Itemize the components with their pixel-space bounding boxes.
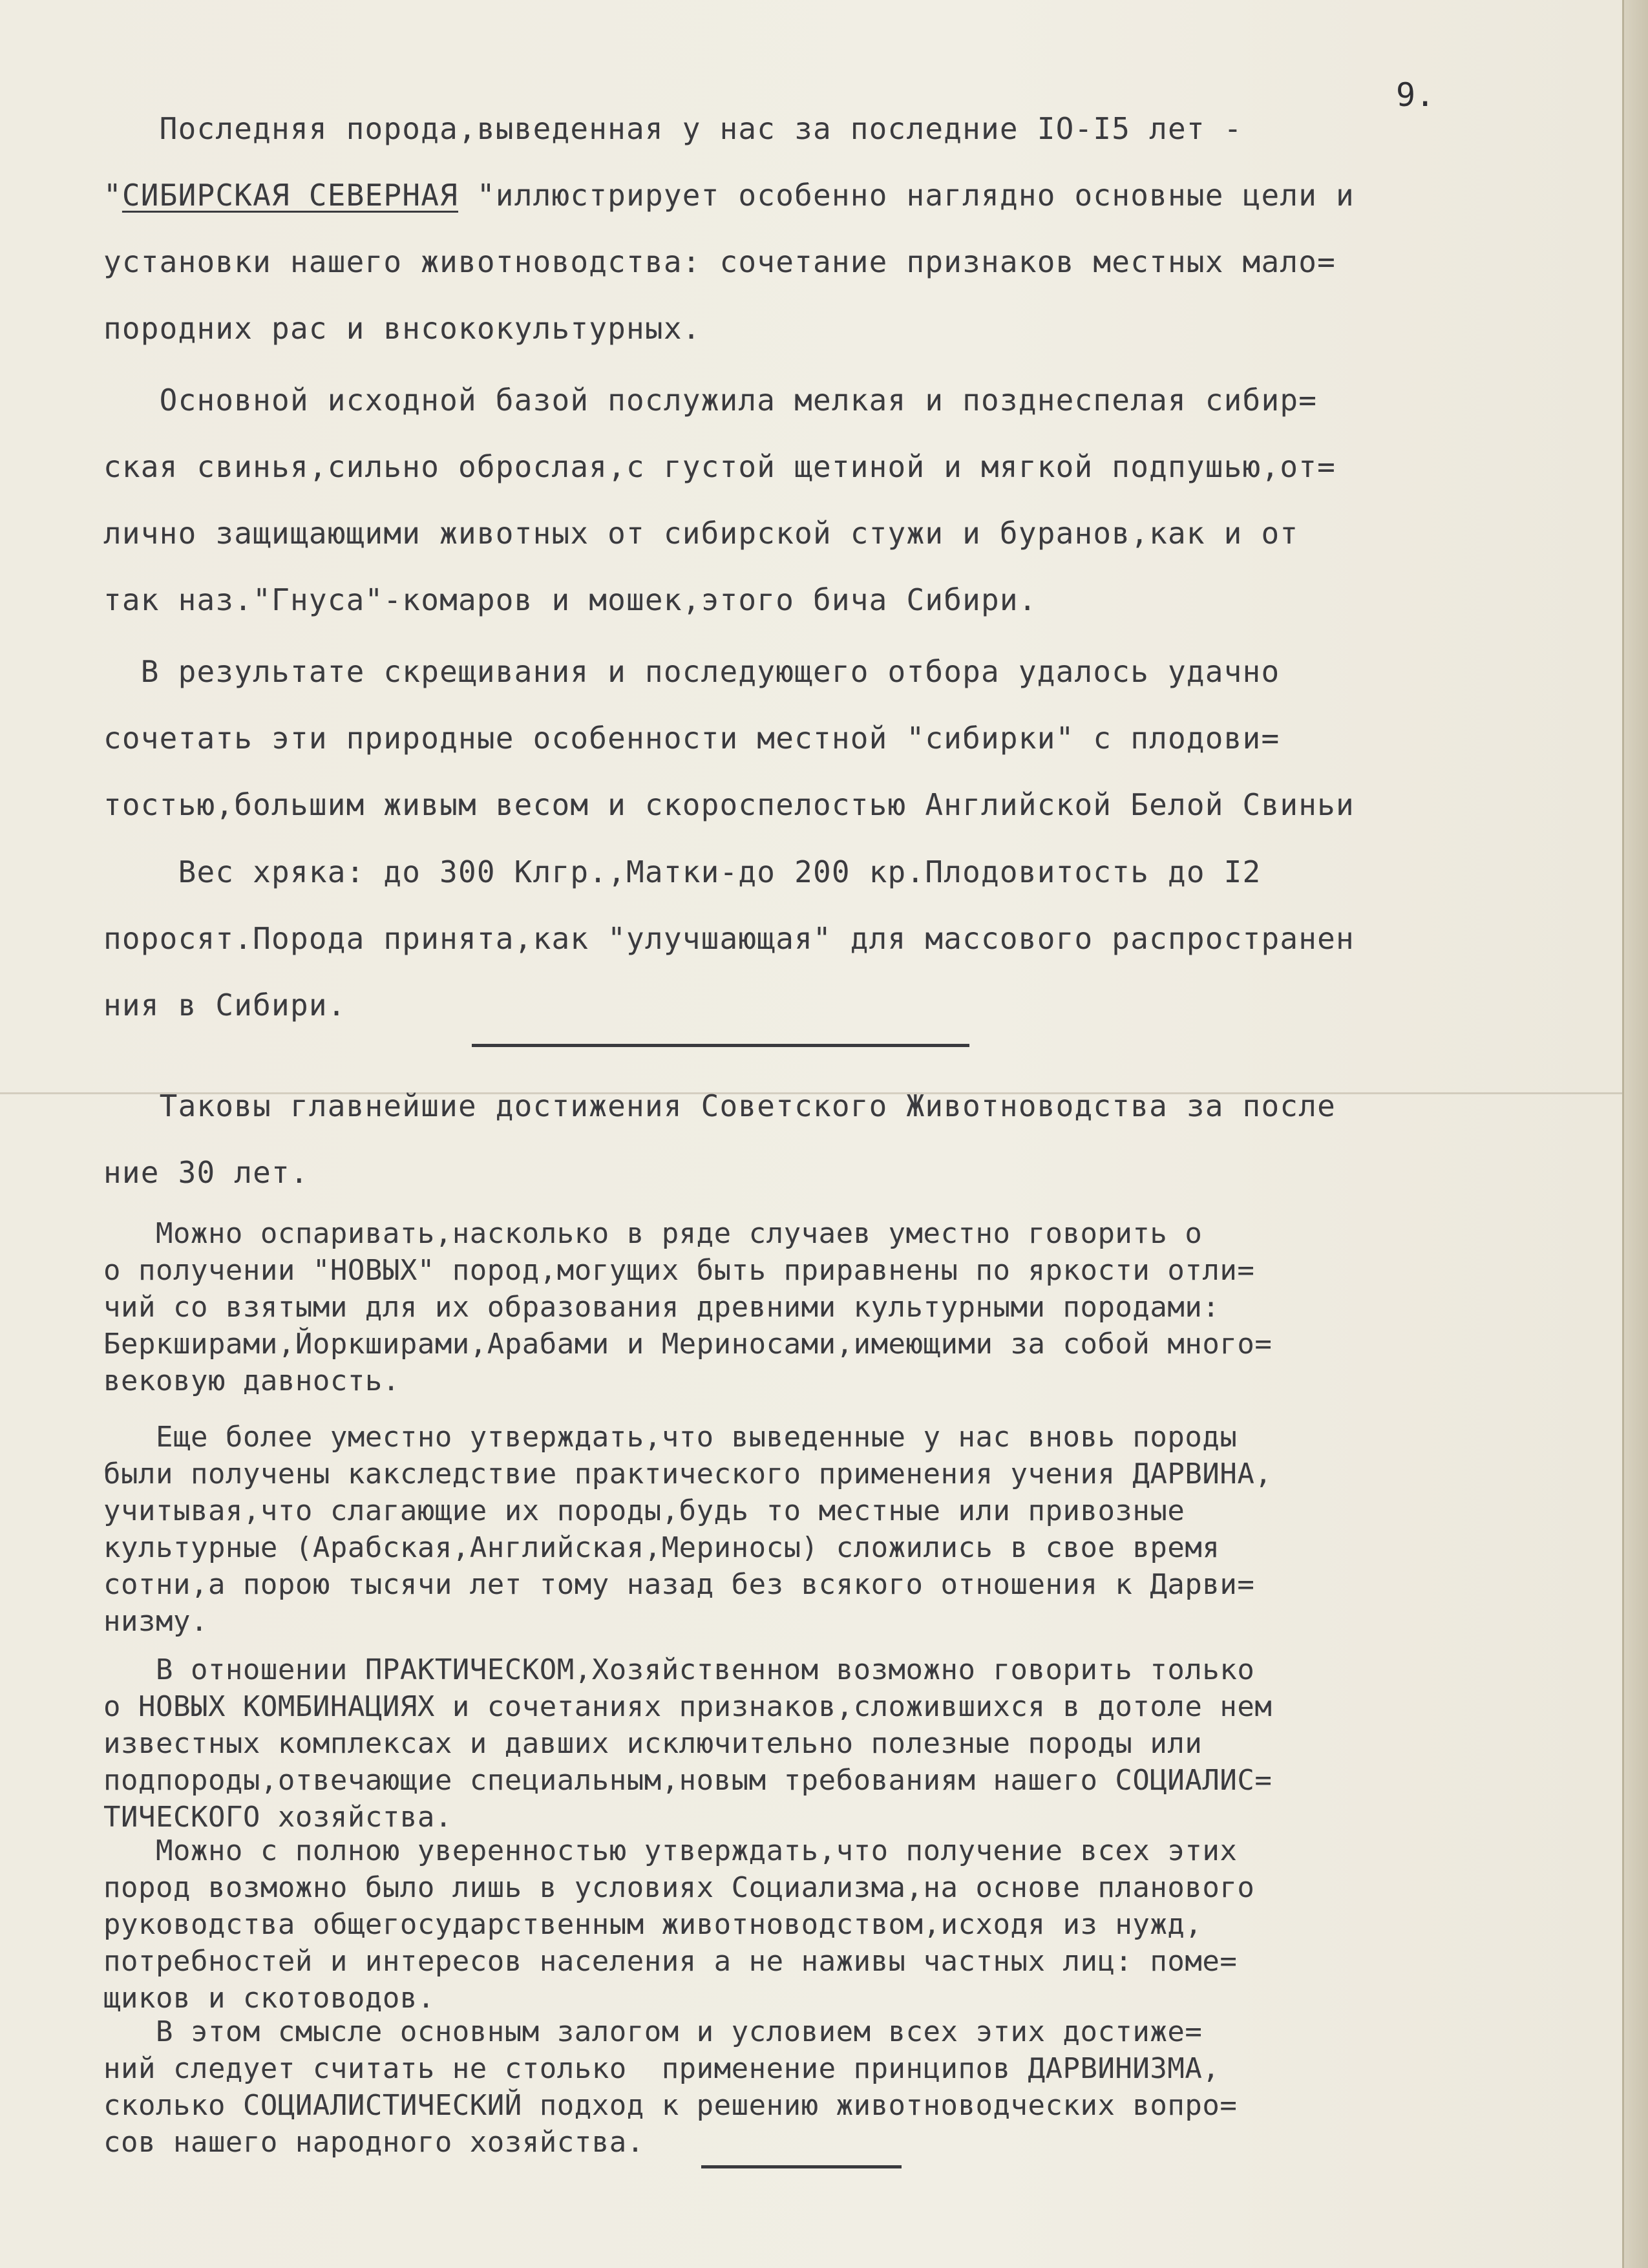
- paragraph-conclusion: [103, 2013, 1237, 2161]
- text-line: ний следует считать не столько применение принципов ДАРВИНИЗМА,: [103, 2052, 1220, 2085]
- text-line: ТИЧЕСКОГО хозяйства.: [103, 1801, 452, 1834]
- text-line: тостью,большим живым весом и скороспелостью Английской Белой Свиньи: [103, 787, 1355, 822]
- text-line: чий со взятыми для их образования древними культурными породами:: [103, 1291, 1220, 1324]
- text-line: руководства общегосударственным животноводством,исходя из нужд,: [103, 1908, 1203, 1941]
- text-line: установки нашего животноводства: сочетание признаков местных мало=: [103, 244, 1336, 279]
- text-line: Можно с полною уверенностью утверждать,что получение всех этих: [103, 1834, 1238, 1867]
- text-line: ская свинья,сильно оброслая,с густой щетиной и мягкой подпушью,от=: [103, 449, 1336, 484]
- section-divider: [472, 1044, 969, 1047]
- text-line: щиков и скотоводов.: [103, 1982, 435, 2015]
- text-line: Можно оспаривать,насколько в ряде случаев уместно говорить о: [103, 1217, 1203, 1250]
- text-line: потребностей и интересов населения а не наживы частных лиц: поме=: [103, 1945, 1238, 1978]
- paragraph-new-breeds: [103, 1215, 1272, 1399]
- text-line: так наз."Гнуса"-комаров и мошек,этого бича Сибири.: [103, 582, 1037, 617]
- paragraph-summary: [103, 1073, 1336, 1206]
- text-line: В отношении ПРАКТИЧЕСКОМ,Хозяйственном возможно говорить только: [103, 1653, 1255, 1686]
- text-line: сов нашего народного хозяйства.: [103, 2126, 644, 2159]
- text-line: вековую давность.: [103, 1364, 400, 1397]
- text-line: ние 30 лет.: [103, 1155, 309, 1190]
- text-line: ния в Сибири.: [103, 988, 346, 1023]
- paragraph-weights: [103, 839, 1355, 1039]
- paragraph-crossbreeding: [103, 639, 1355, 838]
- paragraph-base-breed: [103, 367, 1336, 633]
- text-line: сочетать эти природные особенности местной "сибирки" с плодови=: [103, 721, 1280, 756]
- text-line: лично защищающими животных от сибирской стужи и буранов,как и от: [103, 516, 1299, 551]
- text-line: сколько СОЦИАЛИСТИЧЕСКИЙ подход к решению животноводческих вопро=: [103, 2089, 1238, 2122]
- text-line: В этом смысле основным залогом и условием всех этих достиже=: [103, 2015, 1203, 2048]
- text-line: [103, 162, 1355, 229]
- text-line: породних рас и внсококультурных.: [103, 311, 701, 346]
- text-line: были получены какследствие практического применения учения ДАРВИНА,: [103, 1457, 1273, 1490]
- text-line: Еще более уместно утверждать,что выведенные у нас вновь породы: [103, 1421, 1238, 1454]
- text-line: Вес хряка: до 300 Клгр.,Матки-до 200 кр.Плодовитость до I2: [103, 854, 1262, 889]
- text-line: учитывая,что слагающие их породы,будь то местные или привозные: [103, 1494, 1185, 1527]
- text-line: Беркширами,Йоркширами,Арабами и Мериносами,имеющими за собой много=: [103, 1328, 1273, 1361]
- text-line: В результате скрещивания и последующего отбора удалось удачно: [103, 654, 1280, 689]
- text-line: Последняя порода,выведенная у нас за последние IO-I5 лет -: [103, 111, 1243, 146]
- text-line: культурные (Арабская,Английская,Мериносы) сложились в свое время: [103, 1531, 1220, 1564]
- text-line: поросят.Порода принята,как "улучшающая" для массового распространен: [103, 921, 1355, 956]
- paragraph-siberian-breed: [103, 96, 1355, 362]
- paragraph-darwin: [103, 1419, 1272, 1640]
- paper-edge: [1622, 0, 1648, 2268]
- text-line: низму.: [103, 1605, 208, 1638]
- text-line: подпороды,отвечающие специальным,новым требованиям нашего СОЦИАЛИС=: [103, 1764, 1273, 1797]
- quote-mark: ": [103, 178, 122, 213]
- text-line: пород возможно было лишь в условиях Социализма,на основе планового: [103, 1871, 1255, 1904]
- text-line: о получении "НОВЫХ" пород,могущих быть приравнены по яркости отли=: [103, 1254, 1255, 1287]
- text-line: Основной исходной базой послужила мелкая и позднеспелая сибир=: [103, 383, 1318, 418]
- paragraph-practical: [103, 1651, 1272, 1836]
- paragraph-socialism: [103, 1832, 1254, 2017]
- text-line: Таковы главнейшие достижения Советского Животноводства за после: [103, 1088, 1336, 1123]
- text-line: известных комплексах и давших исключительно полезные породы или: [103, 1727, 1203, 1760]
- end-divider: [701, 2165, 902, 2168]
- breed-name-underlined: СИБИРСКАЯ СЕВЕРНАЯ: [121, 178, 459, 213]
- text-line-rest: "иллюстрирует особенно наглядно основные цели и: [458, 178, 1355, 213]
- text-line: сотни,а порою тысячи лет тому назад без всякого отношения к Дарви=: [103, 1568, 1255, 1601]
- text-line: о НОВЫХ КОМБИНАЦИЯХ и сочетаниях признаков,сложившихся в дотоле нем: [103, 1690, 1273, 1723]
- page-number: 9.: [1396, 76, 1435, 114]
